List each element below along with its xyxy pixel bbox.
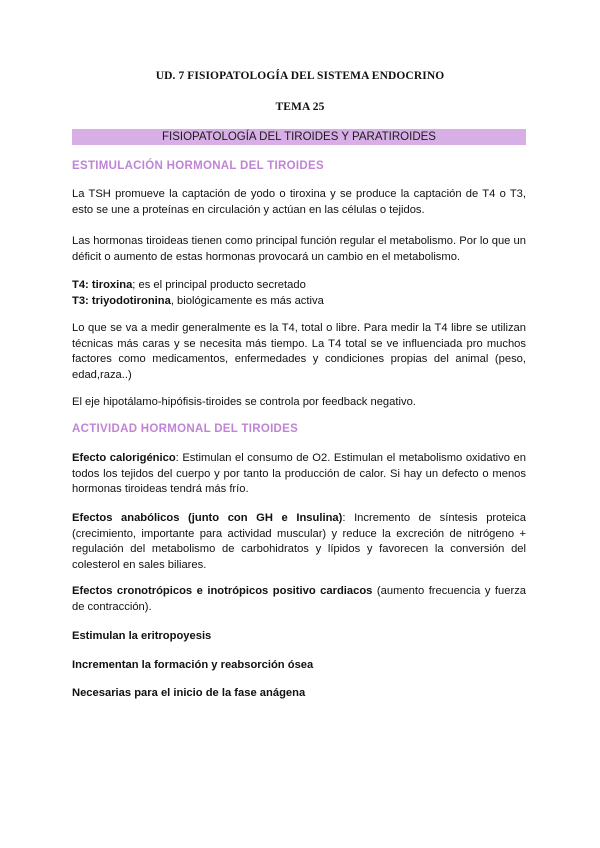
paragraph-caloric [72,451,526,498]
paragraph-feedback: El eje hipotálamo-hipófisis-tiroides se controla por feedback negativo. [72,396,416,408]
t3-line [72,294,526,310]
chrono-label: Efectos cronotrópicos e inotrópicos positivo cardiacos [72,585,373,597]
t3-text: , biológicamente es más activa [170,294,324,307]
t3-label: T3: triyodotironina [72,294,171,307]
caloric-label: Efecto calorigénico [72,452,176,464]
heading-activity: ACTIVIDAD HORMONAL DEL TIROIDES [72,423,299,435]
paragraph-hormones-function: Las hormonas tiroideas tienen como principal función regular el metabolismo. Por lo que un déficit o aumento de estas hormonas provocará un cambio en el metabolismo. [72,235,526,263]
paragraph-tsh: La TSH promueve la captación de yodo o tiroxina y se produce la captación de T4 o T3, esto se une a proteínas en circulación y actúan en las células o tejidos. [72,188,526,216]
paragraph-chronotropic [72,584,526,615]
t4-line [72,278,526,294]
paragraph-t4-t3 [72,278,526,309]
topic-title: TEMA 25 [275,101,325,113]
t4-text: ; es el principal producto secretado [132,279,306,291]
unit-title: UD. 7 FISIOPATOLOGÍA DEL SISTEMA ENDOCRINO [155,70,445,82]
bone-text: Incrementan la formación y reabsorción ósea [72,659,314,671]
caloric-text: : Estimulan el consumo de O2. Estimulan el metabolismo oxidativo en todos los tejidos del cuerpo y por tanto la producción de calor. Si hay un defecto o menos hormonas tiroideas tendrá más frío. [72,452,526,495]
paragraph-bone [72,658,526,674]
paragraph-anabolic [72,511,526,573]
paragraph-erythropoiesis [72,629,526,645]
anabolic-label: Efectos anabólicos (junto con GH e Insulina) [72,512,343,524]
anagen-text: Necesarias para el inicio de la fase anágena [72,687,306,699]
heading-stimulation: ESTIMULACIÓN HORMONAL DEL TIROIDES [72,160,324,172]
paragraph-anagen [72,686,526,702]
anabolic-text: : Incremento de síntesis proteica (crecimiento, importante para actividad muscular) y reduce la excreción de nitrógeno + regulación del metabolismo de carbohidratos y lípidos y favorecen la conversión del colesterol en sales biliares. [72,512,526,571]
erythro-text: Estimulan la eritropoyesis [72,630,212,642]
paragraph-measurement: Lo que se va a medir generalmente es la T4, total o libre. Para medir la T4 libre se utilizan técnicas más caras y se necesita más tiempo. La T4 total se ve influenciada pro muchos factores como medicamentos, enfermedades y condiciones propias del animal (peso, edad,raza..) [72,322,526,381]
section-banner: FISIOPATOLOGÍA DEL TIROIDES Y PARATIROIDES [72,129,526,145]
t4-label: T4: tiroxina [72,279,133,291]
chrono-text: (aumento frecuencia y fuerza de contracción). [72,585,527,613]
